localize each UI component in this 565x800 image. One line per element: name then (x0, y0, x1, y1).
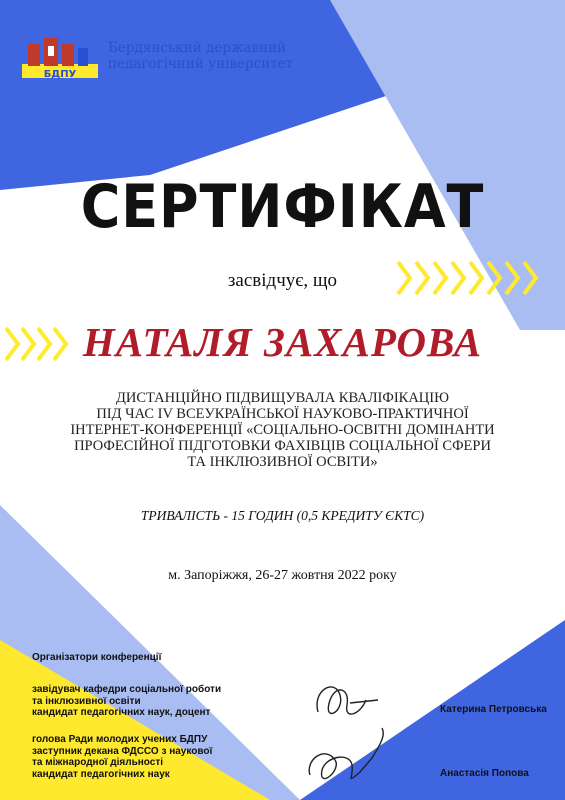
signer-2-role (32, 734, 267, 780)
certificate-body (40, 390, 525, 470)
place-date-text: м. Запоріжжя, 26-27 жовтня 2022 року (168, 568, 397, 583)
body-line: ДИСТАНЦІЙНО ПІДВИЩУВАЛА КВАЛІФІКАЦІЮ (115, 390, 450, 406)
body-line: ПІД ЧАС IV ВСЕУКРАЇНСЬКОЇ НАУКОВО-ПРАКТИЧНОЇ (96, 406, 469, 422)
university-castle-logo-icon (22, 34, 98, 80)
university-line-2: педагогічний університет (108, 56, 294, 72)
svg-text:БДПУ: БДПУ (43, 69, 77, 80)
signer-1-role-line: та інклюзивної освіти (32, 695, 141, 707)
signer-2-role-line: заступник декана ФДССО з наукової (32, 745, 213, 757)
body-line: ТА ІНКЛЮЗИВНОЇ ОСВІТИ» (187, 454, 378, 470)
certifies-text: засвідчує, що (227, 270, 338, 291)
certificate-title: СЕРТИФІКАТ (80, 172, 485, 242)
duration-text: ТРИВАЛІСТЬ - 15 ГОДИН (0,5 КРЕДИТУ ЄКТС) (140, 508, 425, 523)
signer-1-role-line: кандидат педагогічних наук, доцент (32, 707, 211, 718)
signer-2-role-line: голова Ради молодих учених БДПУ (32, 734, 208, 745)
university-name (108, 40, 368, 72)
body-line: ІНТЕРНЕТ-КОНФЕРЕНЦІЇ «СОЦІАЛЬНО-ОСВІТНІ ДОМІНАНТИ (70, 422, 495, 438)
signature-1-icon (317, 687, 378, 714)
organizers-title: Організатори конференції (32, 652, 162, 663)
body-line: ПРОФЕСІЙНОЇ ПІДГОТОВКИ ФАХІВЦІВ СОЦІАЛЬНОЇ СФЕРИ (74, 438, 491, 454)
signer-2-role-line: кандидат педагогічних наук (32, 768, 170, 780)
signer-2-name: Анастасія Попова (440, 768, 529, 779)
signer-1-name: Катерина Петровська (440, 704, 547, 715)
signer-1-role (32, 684, 267, 719)
university-line-1: Бердянський державний (108, 40, 287, 56)
signer-2-role-line: та міжнародної діяльності (32, 757, 163, 768)
signer-1-role-line: завідувач кафедри соціальної роботи (32, 684, 222, 695)
recipient-name: НАТАЛЯ ЗАХАРОВА (82, 319, 483, 365)
